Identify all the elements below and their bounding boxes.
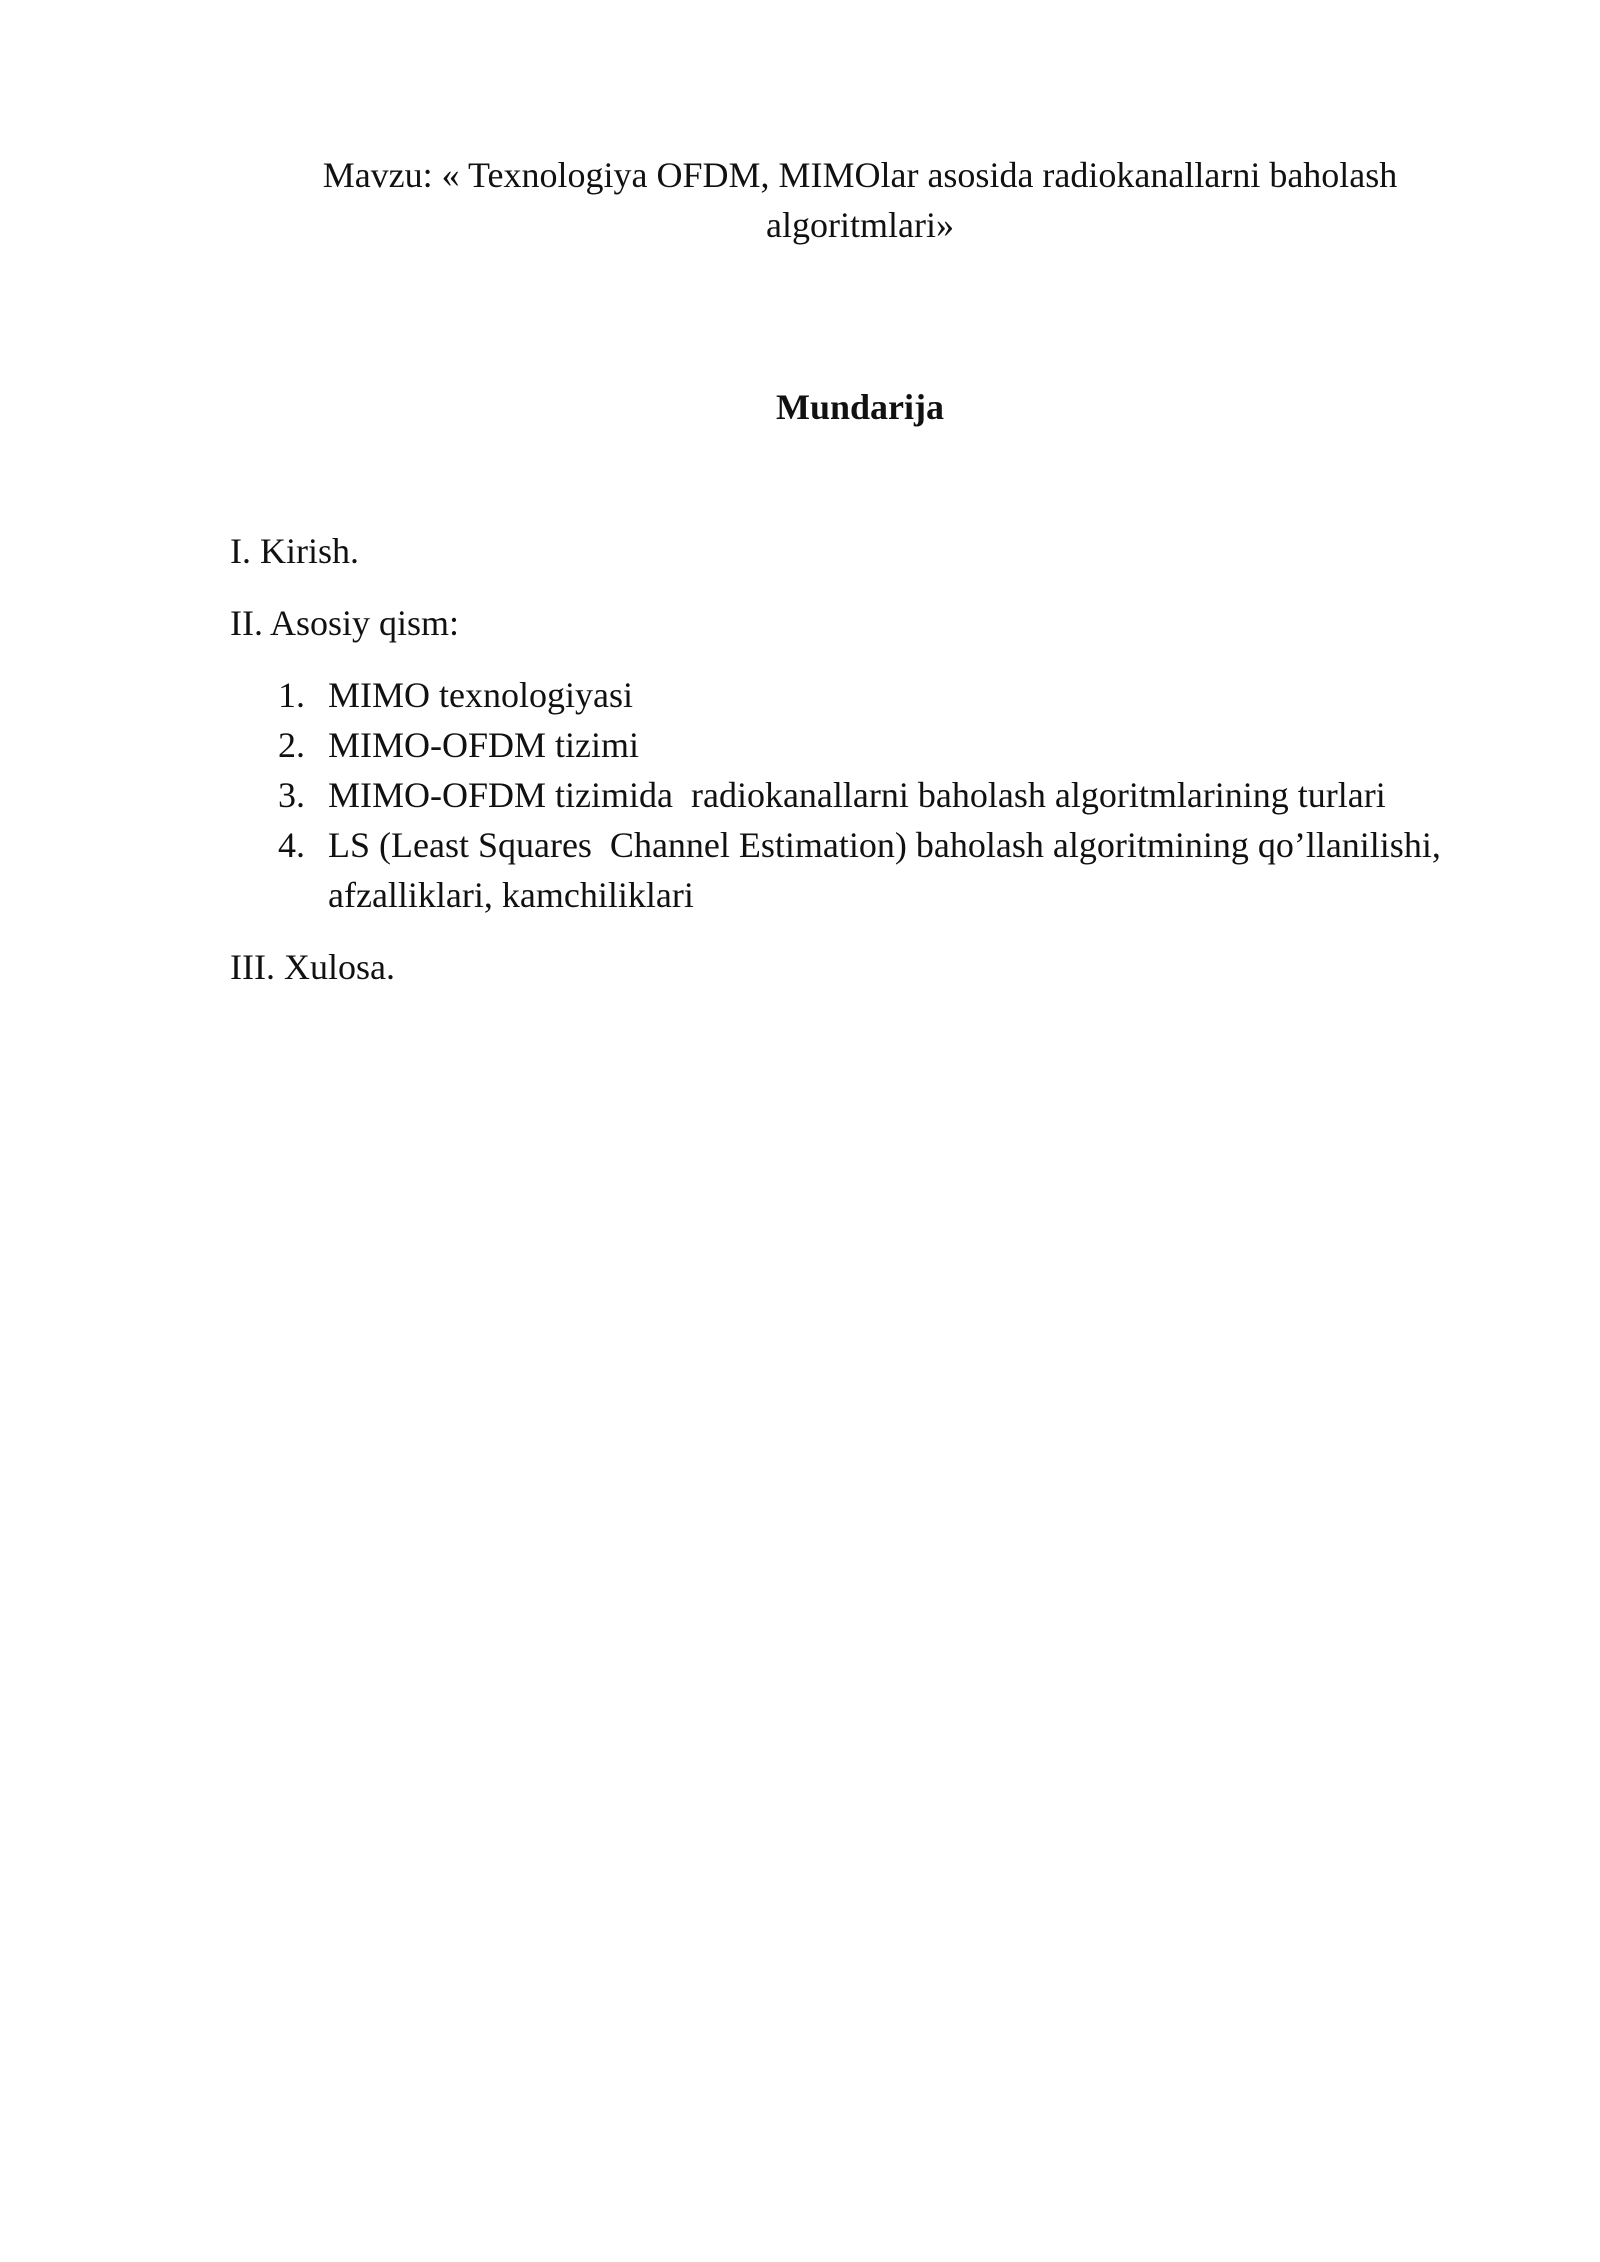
list-item-number: 4. [278, 825, 305, 865]
section-main-part: II. Asosiy qism: [230, 603, 460, 643]
list-item [230, 720, 1490, 770]
list-item-text: MIMO-OFDM tizimi [328, 725, 640, 765]
list-item-text: MIMO texnologiyasi [328, 675, 633, 715]
section-introduction: I. Kirish. [230, 531, 359, 571]
section-conclusion: III. Xulosa. [230, 947, 395, 987]
list-item-text: LS (Least Squares Channel Estimation) baholash algoritmining qo’llanilishi, afzalliklari, kamchiliklari [328, 825, 1450, 915]
list-item [230, 770, 1490, 820]
list-item [230, 670, 1490, 720]
contents-heading: Mundarija [775, 387, 944, 427]
list-item-text: MIMO-OFDM tizimida radiokanallarni baholash algoritmlarining turlari [328, 775, 1386, 815]
list-item [230, 820, 1490, 920]
list-item-number: 2. [278, 725, 305, 765]
document-topic: Mavzu: « Texnologiya OFDM, MIMOlar asosida radiokanallarni baholash algoritmlari» [322, 155, 1398, 245]
main-part-subitems [230, 670, 1490, 920]
list-item-number: 3. [278, 775, 305, 815]
list-item-number: 1. [278, 675, 305, 715]
